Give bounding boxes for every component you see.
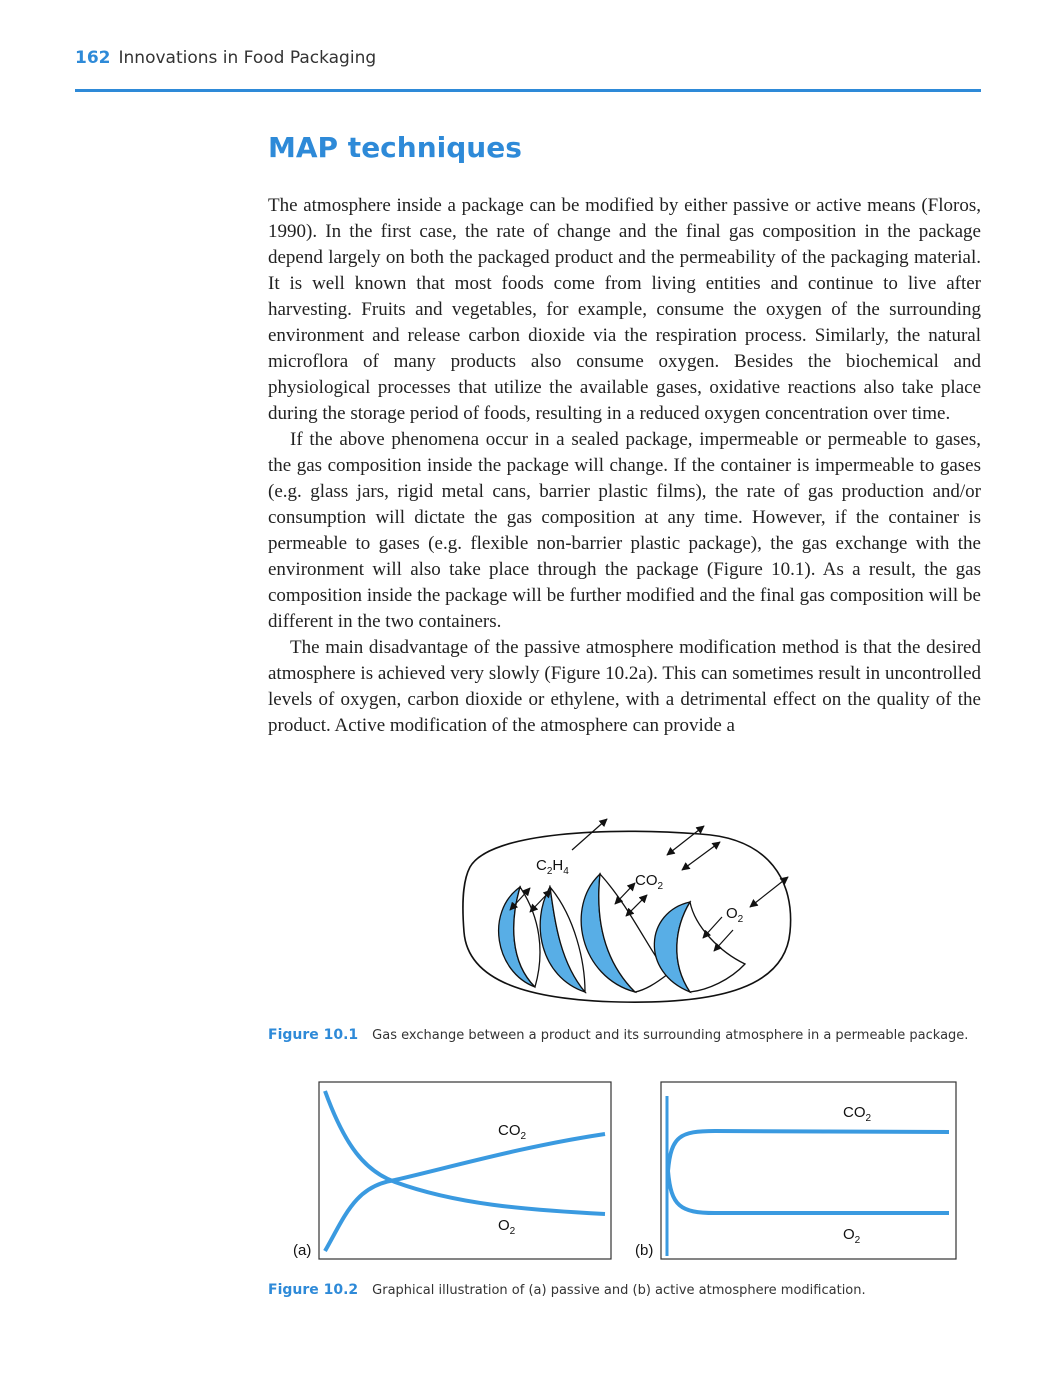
panel-a — [293, 1082, 611, 1259]
arrow-o2-in-2 — [714, 930, 733, 951]
figure-10-1-caption — [268, 1027, 968, 1043]
figure-10-2-caption — [268, 1282, 866, 1298]
arrow-o2-in-1 — [703, 917, 722, 938]
arrow-ethylene-out — [572, 819, 607, 850]
figure-10-1 — [450, 812, 800, 1017]
header-rule — [75, 89, 981, 92]
paragraph-2: If the above phenomena occur in a sealed package, impermeable or permeable to gases, the gas composition inside the package will change. If the container is impermeable to gases (e.g. glass jars, rigid metal cans, barrier plastic films), the rate of gas production and/or consumption will dictate the gas composition at any time. However, if the container is permeable to gases (e.g. flexible non-barrier plastic package), the gas exchange with the environment will also take place through the package (Figure 10.1). As a result, the gas composition inside the package will be further modified and the final gas composition will be different in the two containers. — [268, 429, 981, 632]
arrow-co2-exchange-1 — [667, 826, 704, 855]
paragraph-1: The atmosphere inside a package can be modified by either passive or active means (Floros, 1990). In the first case, the rate of change and the final gas composition in the package depend largely on both the packaged product and the permeability of the packaging material. It is well known that most foods come from living entities and continue to live after harvesting. Fruits and vegetables, for example, consume the oxygen of the surrounding environment and release carbon dioxide via the respiration process. Similarly, the natural microflora of many products also consume oxygen. Besides the biochemical and physiological processes that utilize the available gases, oxidative reactions also take place during the storage period of foods, resulting in a reduced oxygen concentration over time. — [268, 195, 981, 424]
label-o2: $O_2$ — [726, 905, 744, 925]
arrow-co2-2 — [626, 895, 647, 916]
arrow-co2-1 — [615, 883, 635, 904]
figure-10-2 — [285, 1076, 965, 1271]
book-title: Innovations in Food Packaging — [118, 48, 377, 68]
caption-label: Figure 10.2 — [268, 1282, 359, 1298]
label-c2h4: $C_2H_4$ — [536, 857, 569, 877]
arrow-o2-exchange — [750, 877, 788, 907]
panel-a-frame — [319, 1082, 611, 1259]
section-title: MAP techniques — [268, 131, 522, 164]
arrow-co2-exchange-2 — [682, 842, 720, 870]
panel-b-frame — [661, 1082, 956, 1259]
running-header — [75, 48, 981, 93]
panel-b-label: (b) — [635, 1242, 654, 1259]
panel-b — [635, 1082, 956, 1259]
atmosphere-modification-graphs — [285, 1076, 965, 1266]
gas-exchange-diagram — [450, 812, 800, 1012]
panel-b-co2-label: $CO_2$ — [843, 1104, 872, 1124]
paragraph-3: The main disadvantage of the passive atmosphere modification method is that the desired atmosphere is achieved very slowly (Figure 10.2a). This can sometimes result in uncontrolled levels of oxygen, carbon dioxide or ethylene, with a detrimental effect on the quality of the product. Active modification of the atmosphere can provide a — [268, 637, 981, 736]
panel-a-o2-label: $O_2$ — [498, 1217, 516, 1237]
panel-a-label: (a) — [293, 1242, 312, 1259]
panel-a-co2-label: $CO_2$ — [498, 1122, 527, 1142]
page-number: 162 — [75, 48, 111, 68]
label-co2: $CO_2$ — [635, 872, 664, 892]
caption-text: Gas exchange between a product and its surrounding atmosphere in a permeable package. — [372, 1028, 969, 1043]
panel-b-o2-label: $O_2$ — [843, 1226, 861, 1246]
caption-text: Graphical illustration of (a) passive and (b) active atmosphere modification. — [372, 1283, 866, 1298]
body-text — [268, 193, 981, 739]
caption-label: Figure 10.1 — [268, 1027, 359, 1043]
